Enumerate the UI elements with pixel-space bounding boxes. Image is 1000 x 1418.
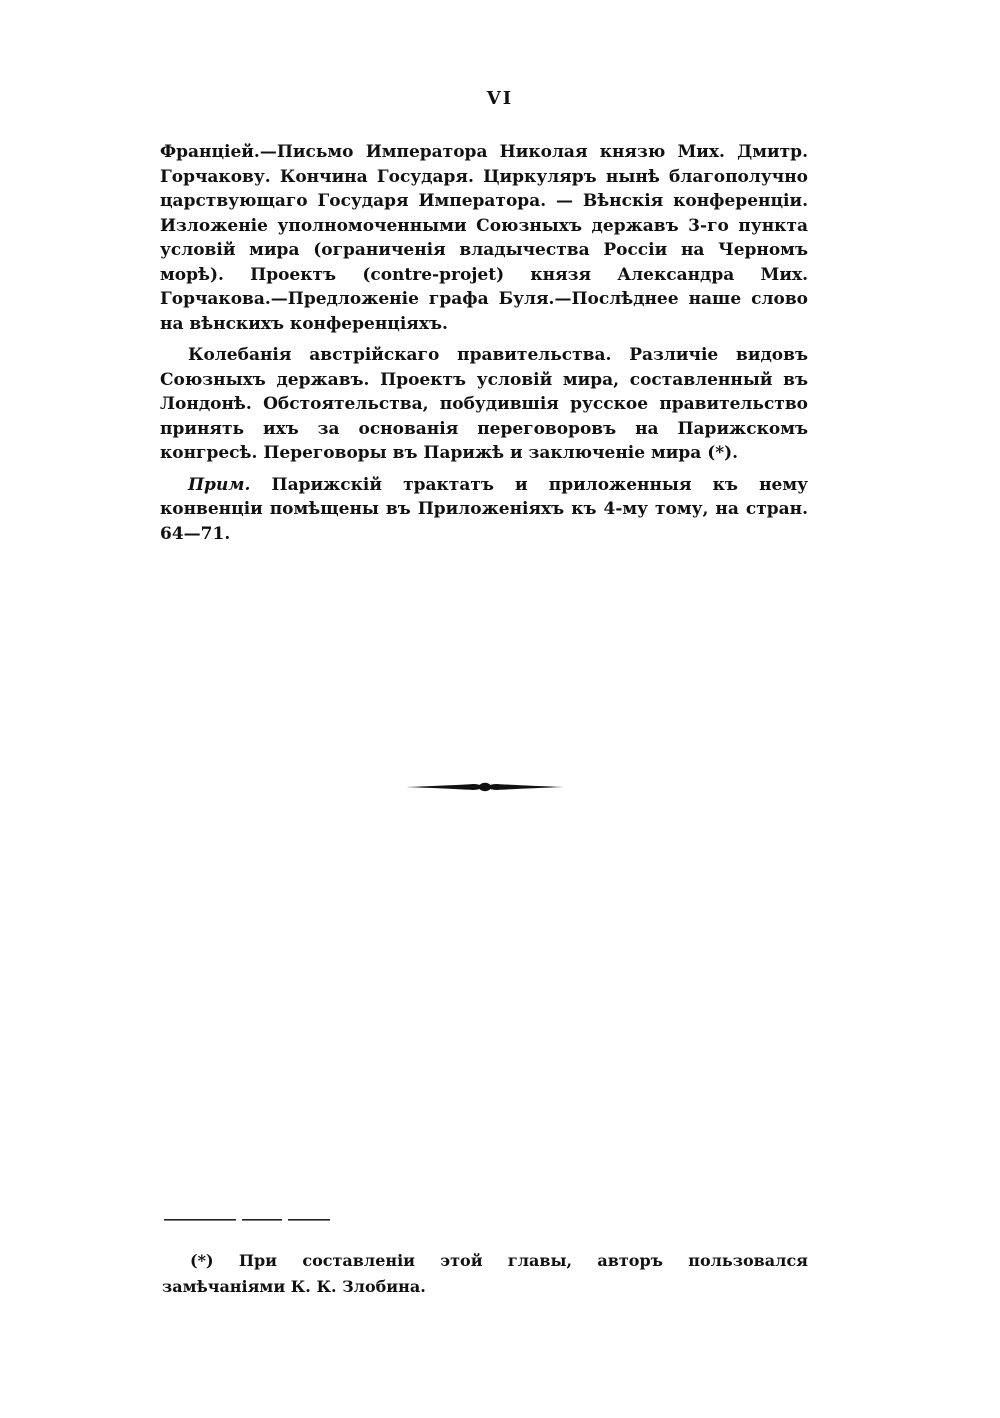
note-text: Парижскій трактатъ и приложенныя къ нему конвенціи помѣщены въ Приложеніяхъ къ 4-му тому, на стран. 64—71. (160, 474, 809, 544)
note-label: Прим. (188, 474, 251, 495)
footnote (162, 1248, 808, 1300)
chapter-summary (160, 140, 808, 553)
editorial-note (160, 473, 808, 547)
ornament-divider (404, 777, 566, 797)
summary-paragraph-1: Франціей.—Письмо Императора Николая князю Мих. Дмитр. Горчакову. Кончина Государя. Циркуляръ нынѣ благополучно царствующаго Государя Императора. — Вѣнскія конференціи. Изложеніе уполномоченными Союзныхъ державъ 3-го пункта условій мира (ограниченія владычества Россіи на Черномъ морѣ). Проектъ (contre-projet) князя Александра Мих. Горчакова.—Предложеніе графа Буля.—Послѣднее наше слово на вѣнскихъ конференціяхъ. (160, 142, 808, 334)
page-number: VI (486, 88, 514, 109)
footnote-text: При составленіи этой главы, авторъ пользовался замѣчаніями К. К. Злобина. (162, 1251, 809, 1296)
footnote-rule (164, 1219, 330, 1221)
footnote-marker: (*) (190, 1251, 214, 1270)
summary-paragraph-2: Колебанія австрійскаго правительства. Различіе видовъ Союзныхъ державъ. Проектъ условій мира, составленный въ Лондонѣ. Обстоятельства, побудившія русское правительство принять ихъ за основанія переговоровъ на Парижскомъ конгресѣ. Переговоры въ Парижѣ и заключеніе мира (*). (160, 345, 808, 463)
